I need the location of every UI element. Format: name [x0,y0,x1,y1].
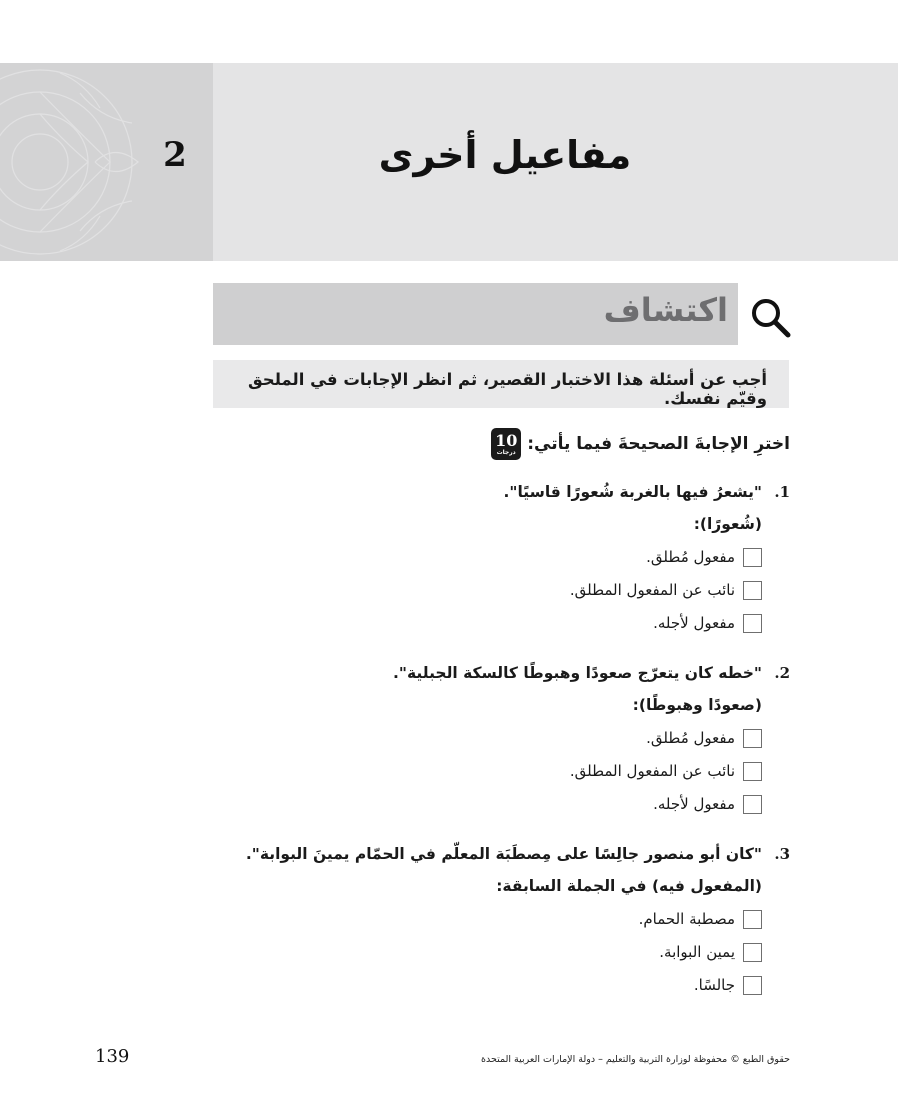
question-label: (صعودًا وهبوطًا): [632,696,762,714]
question-3 [245,842,790,997]
section-title: اكتشاف [603,291,728,329]
unit-banner [0,63,898,261]
checkbox[interactable] [743,976,762,995]
checkbox[interactable] [743,614,762,633]
checkbox[interactable] [743,795,762,814]
copyright-notice: حقوق الطبع © محفوظة لوزارة التربية والتعليم – دولة الإمارات العربية المتحدة [481,1054,790,1065]
instruction-box [213,360,789,408]
option-label: يمين البوابة. [659,943,735,961]
question-label: (شُعورًا): [693,515,762,533]
option[interactable] [393,759,762,783]
option-label: مفعول لأجله. [653,614,735,632]
option-label: نائب عن المفعول المطلق. [569,581,735,599]
option[interactable] [393,726,762,750]
checkbox[interactable] [743,548,762,567]
question-text: "خطه كان يتعرّج صعودًا وهبوطًا كالسكة الجبلية". [393,664,762,682]
question-text: "يشعرُ فيها بالغربة شُعورًا قاسيًا". [503,483,762,501]
section-header [213,283,738,345]
unit-number: 2 [163,135,187,175]
question-number: 3. [774,845,790,863]
option[interactable] [246,907,762,931]
grade-value: 10 [495,430,518,450]
option[interactable] [246,973,762,997]
option[interactable] [503,578,762,602]
option-label: مفعول مُطلق. [646,548,735,566]
option-label: نائب عن المفعول المطلق. [569,762,735,780]
task-heading [491,428,790,460]
option-label: مصطبة الحمام. [638,910,735,928]
option-label: مفعول لأجله. [653,795,735,813]
checkbox[interactable] [743,762,762,781]
unit-title: مفاعيل أخرى [378,133,632,177]
checkbox[interactable] [743,581,762,600]
task-text: اخترِ الإجابةَ الصحيحةَ فيما يأتي: [527,434,790,454]
grade-badge [491,428,521,460]
checkbox[interactable] [743,729,762,748]
checkbox[interactable] [743,943,762,962]
checkbox[interactable] [743,910,762,929]
option[interactable] [393,792,762,816]
option[interactable] [503,545,762,569]
option[interactable] [246,940,762,964]
question-1 [503,480,790,635]
question-number: 2. [774,664,790,682]
question-text: "كان أبو منصور جالِسًا على مِصطَبَة المعلّم في الحمّام يمينَ البوابة". [245,845,762,863]
question-label: (المفعول فيه) في الجملة السابقة: [496,877,762,895]
instruction-text: أجب عن أسئلة هذا الاختبار القصير، ثم انظر الإجابات في الملحق وقيّم نفسك. [247,370,767,408]
question-2 [393,661,790,816]
grade-unit: درجات [496,448,516,456]
option-label: جالسًا. [693,976,735,994]
search-icon [748,293,794,339]
option-label: مفعول مُطلق. [646,729,735,747]
question-number: 1. [774,483,790,501]
option[interactable] [503,611,762,635]
page-number: 139 [95,1046,130,1067]
